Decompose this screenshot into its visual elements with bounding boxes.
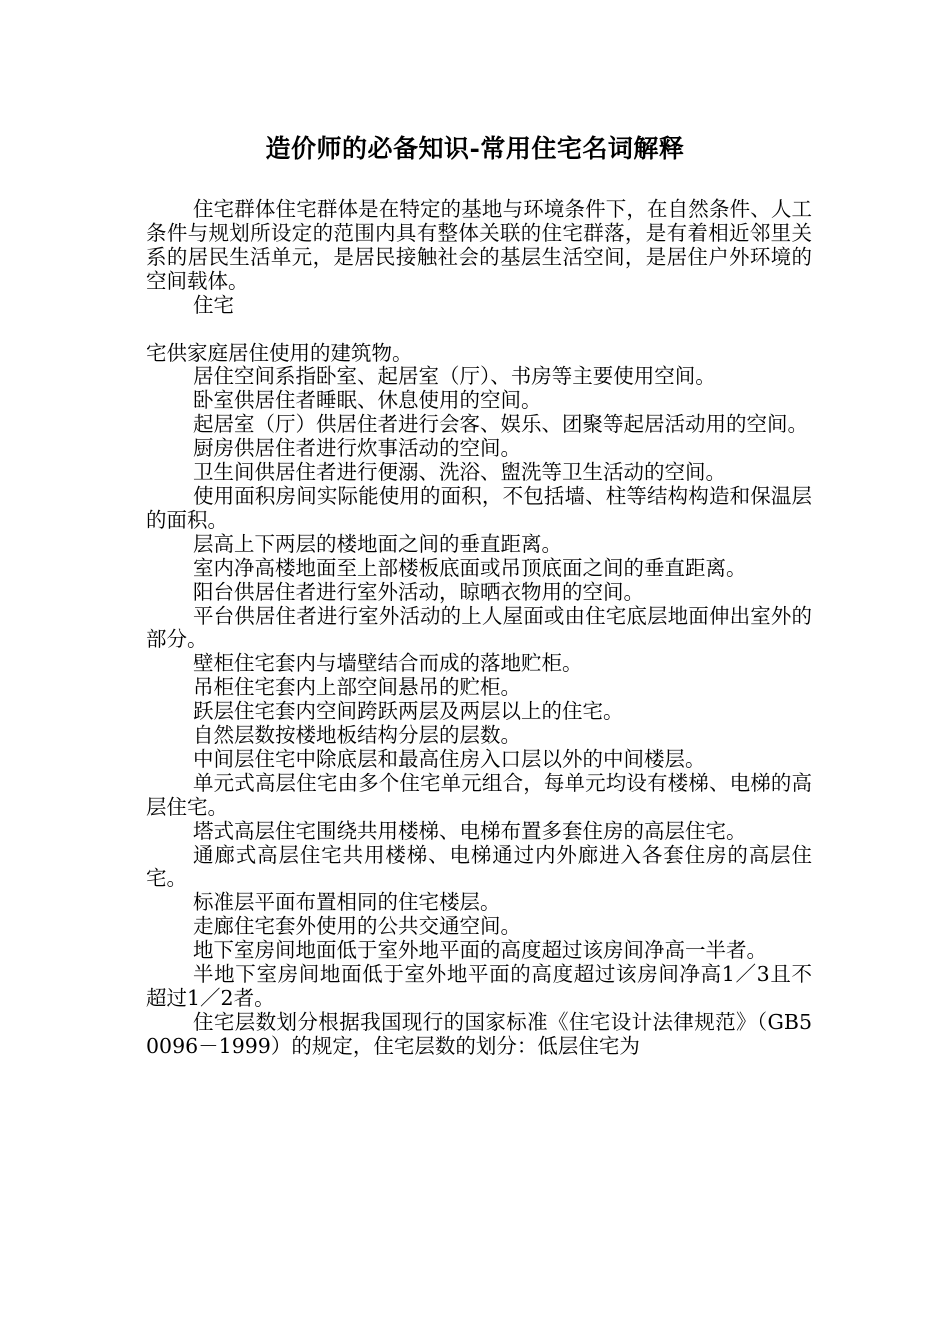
paragraph-floor-classification: 住宅层数划分根据我国现行的国家标准《住宅设计法律规范》（GB50096－1999）的规定，住宅层数的划分：低层住宅为	[146, 1009, 812, 1058]
paragraph-semi-basement: 半地下室房间地面低于室外地平面的高度超过该房间净高1／3且不超过1／2者。	[146, 962, 812, 1010]
paragraph-living-space: 居住空间系指卧室、起居室（厅）、书房等主要使用空间。	[193, 364, 716, 389]
paragraph-balcony: 阳台供居住者进行室外活动，晾晒衣物用的空间。	[193, 579, 644, 604]
paragraph-unit-highrise: 单元式高层住宅由多个住宅单元组合，每单元均设有楼梯、电梯的高层住宅。	[146, 770, 812, 819]
paragraph-tower-highrise: 塔式高层住宅围绕共用楼梯、电梯布置多套住房的高层住宅。	[193, 818, 747, 843]
paragraph-residence-heading: 住宅	[193, 292, 234, 317]
paragraph-living-room: 起居室（厅）供居住者进行会客、娱乐、团聚等起居活动用的空间。	[193, 412, 808, 437]
paragraph-corridor-highrise: 通廊式高层住宅共用楼梯、电梯通过内外廊进入各套住房的高层住宅。	[146, 842, 812, 891]
document-title: 造价师的必备知识-常用住宅名词解释	[265, 134, 685, 163]
paragraph-basement: 地下室房间地面低于室外地平面的高度超过该房间净高一半者。	[193, 938, 767, 963]
paragraph-terrace: 平台供居住者进行室外活动的上人屋面或由住宅底层地面伸出室外的部分。	[146, 603, 812, 652]
paragraph-residence-definition: 宅供家庭居住使用的建筑物。	[146, 340, 413, 365]
paragraph-middle-floor: 中间层住宅中除底层和最高住房入口层以外的中间楼层。	[193, 746, 706, 771]
paragraph-bathroom: 卫生间供居住者进行便溺、洗浴、盥洗等卫生活动的空间。	[193, 460, 726, 485]
paragraph-floor-height: 层高上下两层的楼地面之间的垂直距离。	[193, 531, 562, 556]
paragraph-duplex: 跃层住宅套内空间跨跃两层及两层以上的住宅。	[193, 699, 624, 724]
paragraph-usable-area: 使用面积房间实际能使用的面积，不包括墙、柱等结构构造和保温层的面积。	[146, 483, 812, 532]
paragraph-residential-group: 住宅群体住宅群体是在特定的基地与环境条件下，在自然条件、人工条件与规划所设定的范围内具有整体关联的住宅群落，是有着相近邻里关系的居民生活单元，是居民接触社会的基层生活空间，是居住户外环境的空间载体。	[146, 197, 812, 293]
paragraph-standard-floor: 标准层平面布置相同的住宅楼层。	[193, 890, 501, 915]
paragraph-wall-cabinet: 壁柜住宅套内与墙壁结合而成的落地贮柜。	[193, 651, 583, 676]
paragraph-hanging-cabinet: 吊柜住宅套内上部空间悬吊的贮柜。	[193, 675, 521, 700]
paragraph-kitchen: 厨房供居住者进行炊事活动的空间。	[193, 436, 521, 461]
paragraph-natural-floors: 自然层数按楼地板结构分层的层数。	[193, 723, 521, 748]
document-body	[146, 198, 812, 1059]
paragraph-clear-height: 室内净高楼地面至上部楼板底面或吊顶底面之间的垂直距离。	[193, 555, 747, 580]
blank-line	[146, 318, 812, 342]
paragraph-bedroom: 卧室供居住者睡眠、休息使用的空间。	[193, 388, 542, 413]
paragraph-corridor: 走廊住宅套外使用的公共交通空间。	[193, 914, 521, 939]
